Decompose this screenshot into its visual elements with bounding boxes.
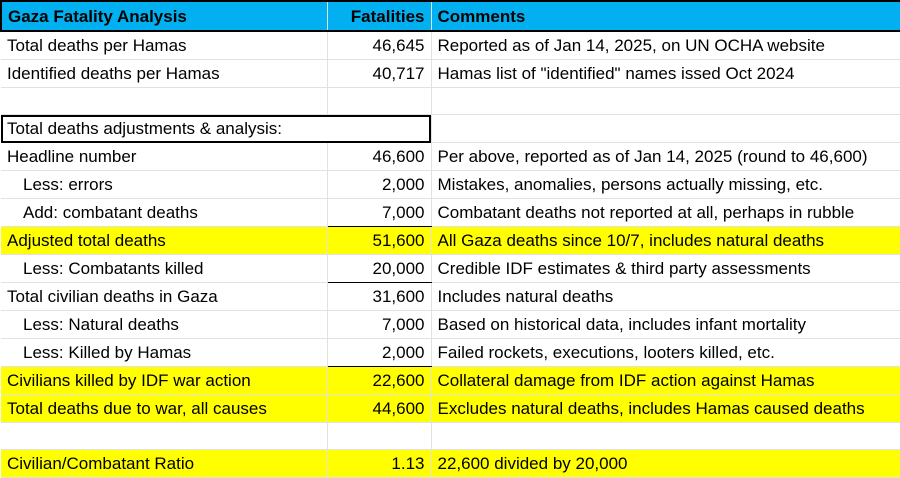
comment-cell[interactable]: Hamas list of "identified" names issed Oct 2024 (431, 60, 900, 88)
comment-cell[interactable]: Credible IDF estimates & third party assessments (431, 255, 900, 283)
value-cell[interactable]: 2,000 (327, 339, 431, 367)
value-cell[interactable]: 46,645 (327, 31, 431, 60)
value-cell[interactable]: 22,600 (327, 367, 431, 395)
comment-cell[interactable]: All Gaza deaths since 10/7, includes natural deaths (431, 227, 900, 255)
table-row (1, 60, 900, 88)
table-row (1, 255, 900, 283)
label-cell[interactable]: Less: Combatants killed (1, 255, 327, 283)
label-cell[interactable]: Total civilian deaths in Gaza (1, 283, 327, 311)
header-analysis-cell[interactable]: Gaza Fatality Analysis (1, 1, 327, 31)
empty-cell[interactable] (327, 423, 431, 450)
comment-cell[interactable]: Failed rockets, executions, looters killed, etc. (431, 339, 900, 367)
comment-cell[interactable]: Combatant deaths not reported at all, perhaps in rubble (431, 199, 900, 227)
empty-cell[interactable] (327, 88, 431, 115)
label-cell[interactable]: Less: errors (1, 171, 327, 199)
comment-cell[interactable]: Collateral damage from IDF action against Hamas (431, 367, 900, 395)
value-cell[interactable]: 44,600 (327, 395, 431, 423)
table-row (1, 339, 900, 367)
comment-cell[interactable]: Reported as of Jan 14, 2025, on UN OCHA website (431, 31, 900, 60)
table-row (1, 115, 900, 143)
value-cell[interactable]: 7,000 (327, 199, 431, 227)
comment-cell[interactable]: Based on historical data, includes infant mortality (431, 311, 900, 339)
table-row (1, 31, 900, 60)
header-comments-cell[interactable]: Comments (431, 1, 900, 31)
section-heading-cell[interactable]: Total deaths adjustments & analysis: (1, 115, 431, 143)
highlighted-row (1, 395, 900, 423)
label-cell[interactable]: Total deaths per Hamas (1, 31, 327, 60)
table-row (1, 143, 900, 171)
label-cell[interactable]: Civilian/Combatant Ratio (1, 450, 327, 478)
empty-cell[interactable] (431, 115, 900, 143)
label-cell[interactable]: Add: combatant deaths (1, 199, 327, 227)
table-row (1, 311, 900, 339)
blank-row (1, 423, 900, 450)
empty-cell[interactable] (1, 423, 327, 450)
value-cell[interactable]: 1.13 (327, 450, 431, 478)
comment-cell[interactable]: Includes natural deaths (431, 283, 900, 311)
header-row (1, 1, 900, 31)
value-cell[interactable]: 2,000 (327, 171, 431, 199)
header-fatalities-cell[interactable]: Fatalities (327, 1, 431, 31)
empty-cell[interactable] (431, 423, 900, 450)
comment-cell[interactable]: Mistakes, anomalies, persons actually missing, etc. (431, 171, 900, 199)
value-cell[interactable]: 31,600 (327, 283, 431, 311)
value-cell[interactable]: 40,717 (327, 60, 431, 88)
label-cell[interactable]: Total deaths due to war, all causes (1, 395, 327, 423)
table-row (1, 199, 900, 227)
label-cell[interactable]: Less: Killed by Hamas (1, 339, 327, 367)
table-row (1, 171, 900, 199)
blank-row (1, 88, 900, 115)
comment-cell[interactable]: 22,600 divided by 20,000 (431, 450, 900, 478)
value-cell[interactable]: 20,000 (327, 255, 431, 283)
highlighted-row (1, 450, 900, 478)
label-cell[interactable]: Headline number (1, 143, 327, 171)
label-cell[interactable]: Identified deaths per Hamas (1, 60, 327, 88)
comment-cell[interactable]: Excludes natural deaths, includes Hamas caused deaths (431, 395, 900, 423)
value-cell[interactable]: 46,600 (327, 143, 431, 171)
highlighted-row (1, 227, 900, 255)
highlighted-row (1, 367, 900, 395)
empty-cell[interactable] (1, 88, 327, 115)
label-cell[interactable]: Adjusted total deaths (1, 227, 327, 255)
value-cell[interactable]: 51,600 (327, 227, 431, 255)
table-row (1, 283, 900, 311)
value-cell[interactable]: 7,000 (327, 311, 431, 339)
label-cell[interactable]: Less: Natural deaths (1, 311, 327, 339)
comment-cell[interactable]: Per above, reported as of Jan 14, 2025 (round to 46,600) (431, 143, 900, 171)
empty-cell[interactable] (431, 88, 900, 115)
label-cell[interactable]: Civilians killed by IDF war action (1, 367, 327, 395)
